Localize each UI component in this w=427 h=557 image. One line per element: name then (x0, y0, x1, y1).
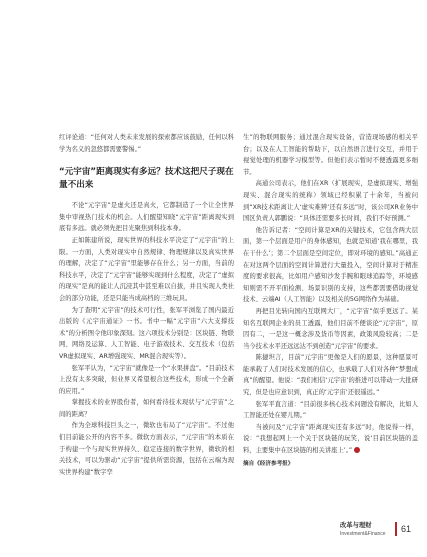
footer-accent-bar (395, 522, 397, 536)
section-heading: “元宇宙”距离现实有多远？技术这把尺子现在量不出来 (59, 167, 234, 191)
paragraph: 张军平直言道：“目前很多核心技术问题没有解决，比如人工智能还处在婴儿期。” (243, 400, 418, 420)
page-number: 61 (401, 524, 412, 534)
paragraph-text: 当被问及“元宇宙”距离现实还有多远”时，他说得一样，说：“我想起网上一个关于区块链的玩笑，说‘目前区块链的盖料，主要集中在区块链的相关讲座上’。” (243, 423, 418, 455)
end-mark-icon (354, 447, 360, 453)
paragraph: 正如陈建所说，现实世界的科技水平决定了“元宇宙”的上限。一方面，人类对现实中自然规律、物理规律以及真实世界的理解，决定了“元宇宙”里能够存在什么；另一方面，当前的科技水平，决定了“元宇宙”能够实现到什么程度，决定了“虚拟的现实”是真的能让人沉浸其中甚至难以自拔，并且实现人类社会的部分功能，还是只能当成高档的三维玩具。 (59, 236, 234, 302)
paragraph: 再把目光转向国内互联网大厂，“元宇宙”似乎更远了。某知名互联网企业的员工透露，他们目前不便谈论“元宇宙”，原因有二，一是这一概念涉及货币等因素，政策风险较高；二是当今技术水平还远远达不到创造“元宇宙”的要求。 (243, 307, 418, 350)
paragraph: 不论“元宇宙”是虚火还是真火，它都制造了一个让全世界集中审视热门技术的机会。人们醒望知晓“元宇宙”距离现实到底有多远。就必须先把目光聚焦到科技本身。 (59, 202, 234, 233)
magazine-title: 改革与理财 (340, 522, 372, 529)
paragraph: 作为全球科技巨头之一，微软也布局了“元宇宙”。不过他们目前能公开的内容不多。微软方面表示，“元宇宙”的本质在于构建一个与现实世界持久、稳定连接的数字世界，微软的相关技术，可以为驱动“元宇宙”提供所需资源，包括在云端为现实世界构建“数字孪 (59, 422, 234, 476)
paragraph: 张军平认为，“元宇宙”就像是一个“水果拼盘”。“目前技术上没有太多突破，但业界又希望根合这些技术，形成一个全新的应用。” (59, 364, 234, 395)
paragraph: 红评论道：“任何对人类未来发展的探索都应该鼓励，任何以科学为名义的忽悠都需要警惕。” (59, 134, 234, 153)
paragraph: 掌握技术的业界股份者，如何看待技术现状与“元宇宙”之间的距离？ (59, 399, 234, 418)
paragraph: 为了查明“元宇宙”的技术可行性，张军平浏览了国内最近出版的《元宇宙通证》一书。书中一幅“元宇宙”六大支撑技术”的分析图令他印象深刻。这六项技术分别是：区块链、物联网、网络及运算、人工智能、电子游戏技术、交互技术（包括VR虚拟现实、AR增强现实、MR混合现实等）。 (59, 306, 234, 360)
source-credit: 摘自《经济参考报》 (243, 460, 294, 467)
paragraph-with-end-mark (243, 422, 418, 457)
right-column (243, 132, 418, 467)
magazine-subtitle: Investment&Finance (340, 531, 386, 537)
paragraph: 高通公司表示，他们在XR（扩展现实，是虚拟现实、增强现实、混合现实的统称）领域已经积累了十余年，当被问到“XR技术距离让人‘虚实难辨’还有多远”时，该公司XR业务中国区负责人郭鹏说：“具体还需要多长时间，我们不好预测。” (243, 180, 418, 223)
page-footer (340, 520, 420, 544)
paragraph: 生”的物联网服务；通过混合现实设备，营造现场感的相关平台；以及在人工智能的帮助下，以自然语言进行交互，并用于视觉处理的机器学习模型等。但他们表示暂时不便透露更多细节。 (243, 134, 418, 176)
paragraph: 他告诉记者：“空间计算是XR的关键技术，它包含两大层面，第一个层面是用户的身体感知，也就是知道‘我在哪里，我在干什么’；第二个层面是空间定位，即对环境的感知。”高通正在对这两个层面的空间计算进行大量投入，空间计算对于精准度的要求很高，比如用户感知沙发手腕和眼球追踪等，环境感知则需不开平面检测、场景识别的支持，这些都需要借助视觉技术、云端AI（人工智能）以及相关的5G网络作为基础。 (243, 226, 418, 304)
paragraph: 陈捷坦言，目前“元宇宙”更像是人们的愿景，这种愿景可能承载了人们对技术发展的信心，也承载了人们对各种“梦想成真”的醒望。他说：“我们相信‘元宇宙’的推进可以带动一大批研究，但是也应意识到，真正的‘元宇宙’还很遥远。” (243, 354, 418, 397)
left-column (59, 132, 234, 478)
top-whitespace (0, 0, 427, 128)
